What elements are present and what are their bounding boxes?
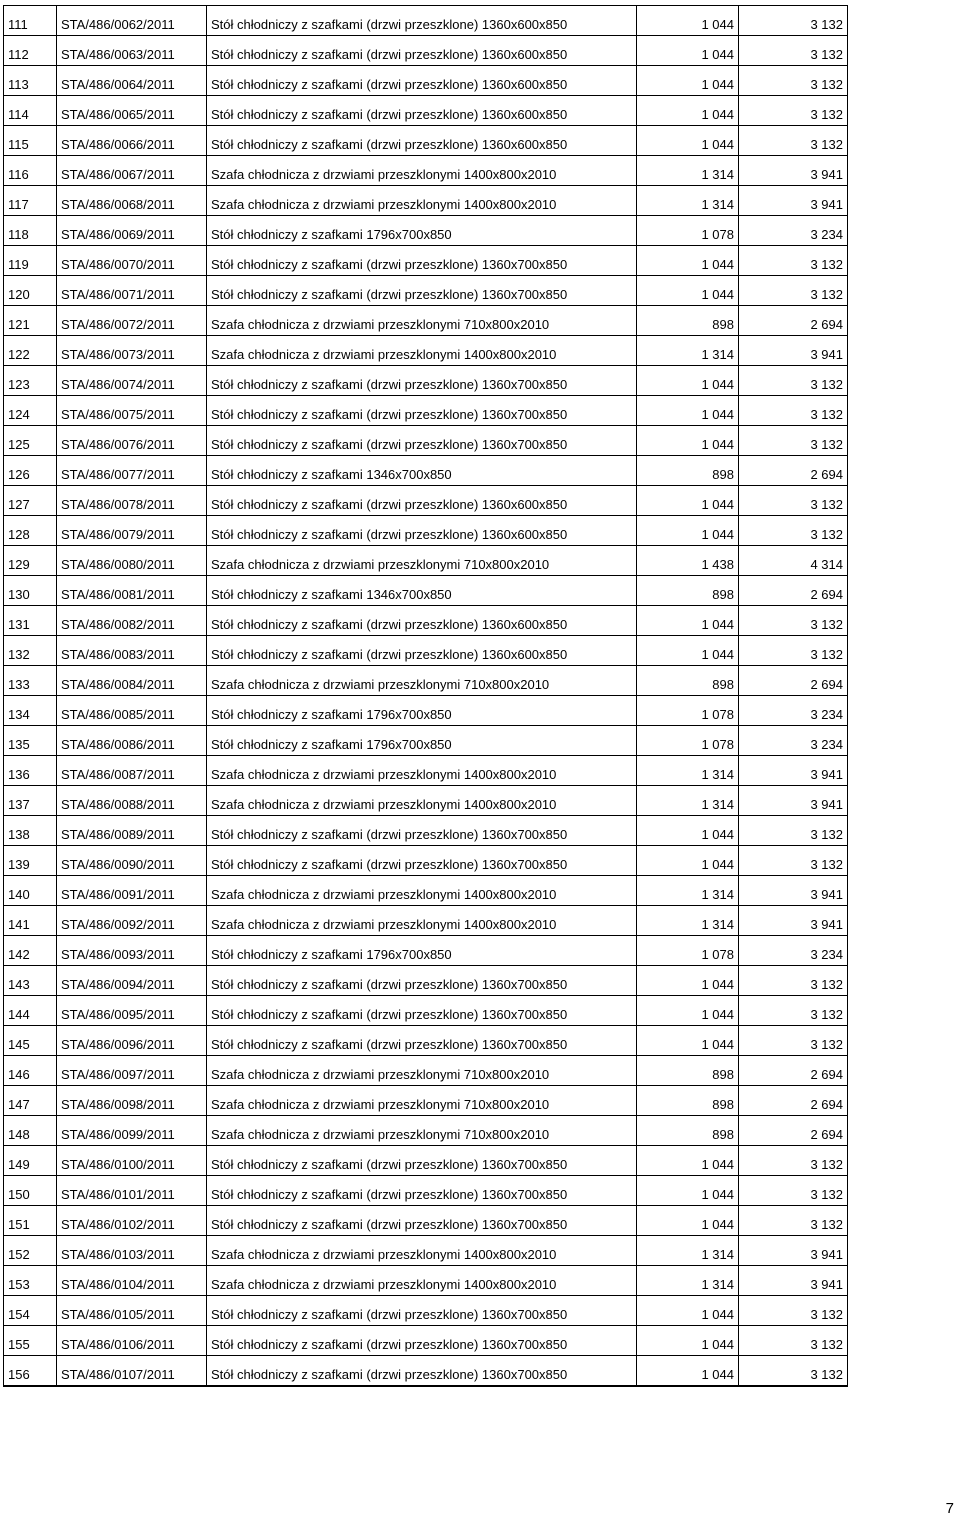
cell-lp: 111 [4,6,57,36]
table-row [4,846,848,876]
cell-item-name: Stół chłodniczy z szafkami 1796x700x850 [207,936,637,966]
cell-item-name: Stół chłodniczy z szafkami (drzwi przeszklone) 1360x600x850 [207,126,637,156]
cell-lp: 143 [4,966,57,996]
cell-amount-1: 1 044 [637,36,739,66]
cell-amount-2: 3 132 [739,816,848,846]
cell-amount-1: 1 314 [637,186,739,216]
cell-lp: 154 [4,1296,57,1326]
cell-amount-2: 3 132 [739,396,848,426]
cell-lp: 112 [4,36,57,66]
cell-inventory-number: STA/486/0064/2011 [57,66,207,96]
cell-item-name: Stół chłodniczy z szafkami (drzwi przeszklone) 1360x600x850 [207,96,637,126]
cell-lp: 148 [4,1116,57,1146]
cell-item-name: Szafa chłodnicza z drzwiami przeszklonymi 710x800x2010 [207,306,637,336]
cell-lp: 115 [4,126,57,156]
table-row [4,126,848,156]
cell-amount-1: 1 044 [637,996,739,1026]
cell-amount-2: 3 132 [739,486,848,516]
inventory-sheet [3,5,848,1387]
cell-amount-1: 1 044 [637,966,739,996]
cell-amount-1: 898 [637,1116,739,1146]
cell-amount-1: 1 044 [637,6,739,36]
table-row [4,696,848,726]
cell-amount-1: 1 314 [637,786,739,816]
cell-amount-2: 3 941 [739,336,848,366]
cell-item-name: Stół chłodniczy z szafkami (drzwi przeszklone) 1360x600x850 [207,516,637,546]
table-row [4,156,848,186]
cell-inventory-number: STA/486/0070/2011 [57,246,207,276]
cell-lp: 156 [4,1356,57,1386]
cell-amount-1: 898 [637,1056,739,1086]
cell-amount-1: 1 044 [637,486,739,516]
cell-lp: 131 [4,606,57,636]
cell-inventory-number: STA/486/0092/2011 [57,906,207,936]
cell-amount-2: 3 132 [739,36,848,66]
table-row [4,396,848,426]
cell-inventory-number: STA/486/0071/2011 [57,276,207,306]
cell-lp: 128 [4,516,57,546]
cell-amount-1: 1 044 [637,66,739,96]
cell-amount-2: 3 132 [739,1146,848,1176]
cell-inventory-number: STA/486/0086/2011 [57,726,207,756]
cell-lp: 152 [4,1236,57,1266]
cell-inventory-number: STA/486/0065/2011 [57,96,207,126]
cell-amount-2: 3 132 [739,636,848,666]
cell-amount-1: 1 044 [637,636,739,666]
cell-amount-1: 1 044 [637,366,739,396]
cell-item-name: Stół chłodniczy z szafkami (drzwi przeszklone) 1360x700x850 [207,966,637,996]
table-row [4,936,848,966]
cell-lp: 122 [4,336,57,366]
cell-item-name: Stół chłodniczy z szafkami (drzwi przeszklone) 1360x700x850 [207,1296,637,1326]
cell-lp: 141 [4,906,57,936]
cell-amount-2: 3 132 [739,96,848,126]
cell-inventory-number: STA/486/0090/2011 [57,846,207,876]
table-row [4,606,848,636]
table-row [4,426,848,456]
table-row [4,1326,848,1356]
cell-item-name: Stół chłodniczy z szafkami (drzwi przeszklone) 1360x600x850 [207,486,637,516]
cell-amount-1: 898 [637,306,739,336]
cell-amount-1: 1 314 [637,156,739,186]
cell-lp: 130 [4,576,57,606]
table-row [4,366,848,396]
cell-amount-2: 3 132 [739,516,848,546]
table-row [4,1026,848,1056]
cell-lp: 117 [4,186,57,216]
cell-amount-1: 1 044 [637,816,739,846]
table-row [4,726,848,756]
cell-lp: 129 [4,546,57,576]
cell-amount-1: 1 314 [637,1266,739,1296]
table-row [4,1296,848,1326]
cell-item-name: Stół chłodniczy z szafkami (drzwi przeszklone) 1360x600x850 [207,636,637,666]
table-row [4,486,848,516]
cell-amount-2: 3 132 [739,1326,848,1356]
cell-inventory-number: STA/486/0088/2011 [57,786,207,816]
cell-amount-2: 3 132 [739,426,848,456]
table-row [4,336,848,366]
cell-item-name: Stół chłodniczy z szafkami 1346x700x850 [207,456,637,486]
cell-amount-1: 1 044 [637,1356,739,1386]
cell-amount-1: 898 [637,666,739,696]
cell-amount-2: 3 132 [739,996,848,1026]
cell-inventory-number: STA/486/0083/2011 [57,636,207,666]
cell-item-name: Szafa chłodnicza z drzwiami przeszklonymi 1400x800x2010 [207,156,637,186]
table-row [4,576,848,606]
table-row [4,756,848,786]
cell-amount-1: 1 044 [637,1296,739,1326]
cell-amount-2: 3 941 [739,1236,848,1266]
cell-item-name: Stół chłodniczy z szafkami (drzwi przeszklone) 1360x700x850 [207,396,637,426]
cell-amount-1: 898 [637,576,739,606]
cell-amount-2: 3 132 [739,6,848,36]
cell-amount-1: 898 [637,1086,739,1116]
table-row [4,1236,848,1266]
cell-item-name: Stół chłodniczy z szafkami (drzwi przeszklone) 1360x700x850 [207,816,637,846]
cell-amount-2: 2 694 [739,1056,848,1086]
table-row [4,816,848,846]
cell-inventory-number: STA/486/0081/2011 [57,576,207,606]
cell-inventory-number: STA/486/0077/2011 [57,456,207,486]
cell-inventory-number: STA/486/0078/2011 [57,486,207,516]
cell-item-name: Szafa chłodnicza z drzwiami przeszklonymi 710x800x2010 [207,1116,637,1146]
cell-amount-2: 3 132 [739,846,848,876]
cell-inventory-number: STA/486/0093/2011 [57,936,207,966]
cell-inventory-number: STA/486/0075/2011 [57,396,207,426]
cell-inventory-number: STA/486/0073/2011 [57,336,207,366]
cell-amount-2: 2 694 [739,1086,848,1116]
cell-lp: 120 [4,276,57,306]
table-row [4,66,848,96]
cell-item-name: Stół chłodniczy z szafkami (drzwi przeszklone) 1360x700x850 [207,1356,637,1386]
cell-lp: 124 [4,396,57,426]
table-row [4,456,848,486]
cell-amount-1: 1 314 [637,336,739,366]
table-row [4,666,848,696]
cell-amount-2: 3 132 [739,366,848,396]
cell-lp: 114 [4,96,57,126]
cell-lp: 151 [4,1206,57,1236]
cell-lp: 144 [4,996,57,1026]
table-row [4,996,848,1026]
cell-amount-2: 3 132 [739,1206,848,1236]
cell-amount-2: 3 132 [739,1026,848,1056]
cell-lp: 126 [4,456,57,486]
cell-lp: 137 [4,786,57,816]
table-row [4,276,848,306]
cell-amount-2: 3 132 [739,66,848,96]
table-row [4,306,848,336]
cell-lp: 127 [4,486,57,516]
cell-lp: 134 [4,696,57,726]
cell-inventory-number: STA/486/0082/2011 [57,606,207,636]
cell-inventory-number: STA/486/0080/2011 [57,546,207,576]
cell-lp: 155 [4,1326,57,1356]
cell-amount-2: 2 694 [739,1116,848,1146]
cell-amount-1: 1 314 [637,756,739,786]
cell-inventory-number: STA/486/0062/2011 [57,6,207,36]
cell-amount-1: 1 044 [637,516,739,546]
cell-item-name: Szafa chłodnicza z drzwiami przeszklonymi 1400x800x2010 [207,876,637,906]
cell-inventory-number: STA/486/0068/2011 [57,186,207,216]
cell-amount-2: 3 941 [739,876,848,906]
cell-item-name: Stół chłodniczy z szafkami (drzwi przeszklone) 1360x700x850 [207,1326,637,1356]
cell-lp: 133 [4,666,57,696]
cell-amount-1: 1 044 [637,1146,739,1176]
table-row [4,516,848,546]
cell-inventory-number: STA/486/0102/2011 [57,1206,207,1236]
table-row [4,96,848,126]
cell-amount-2: 3 941 [739,186,848,216]
cell-lp: 146 [4,1056,57,1086]
table-row [4,246,848,276]
cell-item-name: Stół chłodniczy z szafkami (drzwi przeszklone) 1360x600x850 [207,36,637,66]
table-row [4,786,848,816]
table-row [4,876,848,906]
cell-item-name: Stół chłodniczy z szafkami (drzwi przeszklone) 1360x700x850 [207,366,637,396]
cell-item-name: Stół chłodniczy z szafkami (drzwi przeszklone) 1360x700x850 [207,276,637,306]
cell-amount-2: 3 941 [739,756,848,786]
cell-lp: 153 [4,1266,57,1296]
cell-inventory-number: STA/486/0067/2011 [57,156,207,186]
cell-lp: 118 [4,216,57,246]
cell-inventory-number: STA/486/0076/2011 [57,426,207,456]
cell-inventory-number: STA/486/0091/2011 [57,876,207,906]
table-row [4,546,848,576]
table-row [4,1146,848,1176]
cell-amount-2: 2 694 [739,306,848,336]
cell-item-name: Stół chłodniczy z szafkami (drzwi przeszklone) 1360x700x850 [207,1026,637,1056]
cell-item-name: Szafa chłodnicza z drzwiami przeszklonymi 1400x800x2010 [207,1266,637,1296]
table-row [4,36,848,66]
table-row [4,636,848,666]
cell-lp: 132 [4,636,57,666]
cell-inventory-number: STA/486/0103/2011 [57,1236,207,1266]
cell-amount-1: 898 [637,456,739,486]
cell-inventory-number: STA/486/0105/2011 [57,1296,207,1326]
cell-lp: 142 [4,936,57,966]
cell-amount-1: 1 044 [637,1326,739,1356]
cell-inventory-number: STA/486/0096/2011 [57,1026,207,1056]
cell-lp: 135 [4,726,57,756]
table-row [4,1206,848,1236]
cell-inventory-number: STA/486/0066/2011 [57,126,207,156]
cell-amount-1: 1 314 [637,906,739,936]
cell-amount-2: 2 694 [739,576,848,606]
table-row [4,1116,848,1146]
cell-inventory-number: STA/486/0087/2011 [57,756,207,786]
cell-lp: 145 [4,1026,57,1056]
cell-amount-1: 1 044 [637,1176,739,1206]
cell-item-name: Szafa chłodnicza z drzwiami przeszklonymi 710x800x2010 [207,1086,637,1116]
cell-inventory-number: STA/486/0072/2011 [57,306,207,336]
cell-amount-2: 4 314 [739,546,848,576]
cell-amount-1: 1 078 [637,936,739,966]
inventory-table-body [4,6,848,1386]
cell-amount-1: 1 044 [637,606,739,636]
cell-item-name: Stół chłodniczy z szafkami (drzwi przeszklone) 1360x700x850 [207,1146,637,1176]
cell-lp: 147 [4,1086,57,1116]
cell-lp: 116 [4,156,57,186]
cell-item-name: Stół chłodniczy z szafkami (drzwi przeszklone) 1360x700x850 [207,1176,637,1206]
cell-amount-2: 3 234 [739,216,848,246]
cell-amount-1: 1 078 [637,696,739,726]
cell-amount-1: 1 044 [637,426,739,456]
cell-item-name: Szafa chłodnicza z drzwiami przeszklonymi 710x800x2010 [207,1056,637,1086]
cell-inventory-number: STA/486/0095/2011 [57,996,207,1026]
cell-item-name: Stół chłodniczy z szafkami (drzwi przeszklone) 1360x700x850 [207,426,637,456]
cell-amount-2: 3 132 [739,1296,848,1326]
cell-inventory-number: STA/486/0084/2011 [57,666,207,696]
cell-item-name: Szafa chłodnicza z drzwiami przeszklonymi 1400x800x2010 [207,186,637,216]
cell-inventory-number: STA/486/0089/2011 [57,816,207,846]
cell-inventory-number: STA/486/0079/2011 [57,516,207,546]
cell-lp: 113 [4,66,57,96]
cell-amount-1: 1 044 [637,1206,739,1236]
table-row [4,1356,848,1386]
cell-inventory-number: STA/486/0104/2011 [57,1266,207,1296]
cell-lp: 121 [4,306,57,336]
cell-inventory-number: STA/486/0063/2011 [57,36,207,66]
table-row [4,1266,848,1296]
cell-amount-1: 1 044 [637,276,739,306]
cell-inventory-number: STA/486/0100/2011 [57,1146,207,1176]
cell-lp: 150 [4,1176,57,1206]
cell-item-name: Szafa chłodnicza z drzwiami przeszklonymi 710x800x2010 [207,546,637,576]
cell-item-name: Szafa chłodnicza z drzwiami przeszklonymi 1400x800x2010 [207,1236,637,1266]
cell-item-name: Stół chłodniczy z szafkami (drzwi przeszklone) 1360x700x850 [207,996,637,1026]
cell-item-name: Stół chłodniczy z szafkami (drzwi przeszklone) 1360x700x850 [207,1206,637,1236]
cell-item-name: Szafa chłodnicza z drzwiami przeszklonymi 1400x800x2010 [207,756,637,786]
cell-amount-1: 1 044 [637,126,739,156]
cell-item-name: Szafa chłodnicza z drzwiami przeszklonymi 1400x800x2010 [207,786,637,816]
cell-item-name: Stół chłodniczy z szafkami 1796x700x850 [207,696,637,726]
cell-lp: 140 [4,876,57,906]
cell-amount-1: 1 314 [637,1236,739,1266]
table-row [4,6,848,36]
cell-lp: 149 [4,1146,57,1176]
cell-inventory-number: STA/486/0106/2011 [57,1326,207,1356]
cell-amount-1: 1 044 [637,246,739,276]
cell-lp: 139 [4,846,57,876]
cell-amount-2: 2 694 [739,456,848,486]
cell-amount-2: 3 132 [739,276,848,306]
cell-amount-1: 1 044 [637,96,739,126]
cell-amount-2: 3 234 [739,696,848,726]
cell-item-name: Szafa chłodnicza z drzwiami przeszklonymi 1400x800x2010 [207,336,637,366]
cell-lp: 119 [4,246,57,276]
cell-inventory-number: STA/486/0069/2011 [57,216,207,246]
cell-item-name: Stół chłodniczy z szafkami (drzwi przeszklone) 1360x600x850 [207,606,637,636]
cell-item-name: Stół chłodniczy z szafkami (drzwi przeszklone) 1360x700x850 [207,846,637,876]
cell-amount-1: 1 078 [637,216,739,246]
cell-amount-1: 1 078 [637,726,739,756]
cell-amount-2: 3 941 [739,156,848,186]
cell-amount-2: 3 132 [739,1356,848,1386]
cell-amount-2: 3 234 [739,936,848,966]
cell-amount-2: 3 941 [739,1266,848,1296]
page-number: 7 [945,1500,954,1517]
table-row [4,1086,848,1116]
cell-amount-2: 3 132 [739,1176,848,1206]
cell-amount-2: 3 132 [739,606,848,636]
cell-item-name: Stół chłodniczy z szafkami (drzwi przeszklone) 1360x600x850 [207,6,637,36]
table-row [4,1176,848,1206]
cell-amount-1: 1 314 [637,876,739,906]
cell-inventory-number: STA/486/0099/2011 [57,1116,207,1146]
cell-inventory-number: STA/486/0107/2011 [57,1356,207,1386]
cell-inventory-number: STA/486/0085/2011 [57,696,207,726]
cell-amount-1: 1 438 [637,546,739,576]
cell-amount-1: 1 044 [637,846,739,876]
cell-item-name: Stół chłodniczy z szafkami 1796x700x850 [207,216,637,246]
cell-lp: 136 [4,756,57,786]
cell-item-name: Stół chłodniczy z szafkami 1346x700x850 [207,576,637,606]
table-row [4,1056,848,1086]
table-row [4,966,848,996]
cell-lp: 125 [4,426,57,456]
table-row [4,216,848,246]
cell-amount-2: 3 941 [739,786,848,816]
cell-inventory-number: STA/486/0101/2011 [57,1176,207,1206]
cell-amount-2: 3 132 [739,126,848,156]
cell-amount-2: 3 132 [739,966,848,996]
cell-inventory-number: STA/486/0074/2011 [57,366,207,396]
cell-inventory-number: STA/486/0098/2011 [57,1086,207,1116]
cell-amount-2: 3 941 [739,906,848,936]
cell-amount-2: 3 234 [739,726,848,756]
cell-lp: 138 [4,816,57,846]
table-row [4,906,848,936]
cell-item-name: Stół chłodniczy z szafkami (drzwi przeszklone) 1360x700x850 [207,246,637,276]
table-row [4,186,848,216]
cell-lp: 123 [4,366,57,396]
cell-amount-1: 1 044 [637,396,739,426]
cell-amount-1: 1 044 [637,1026,739,1056]
cell-inventory-number: STA/486/0094/2011 [57,966,207,996]
cell-item-name: Szafa chłodnicza z drzwiami przeszklonymi 710x800x2010 [207,666,637,696]
inventory-table [3,5,848,1387]
cell-inventory-number: STA/486/0097/2011 [57,1056,207,1086]
cell-item-name: Szafa chłodnicza z drzwiami przeszklonymi 1400x800x2010 [207,906,637,936]
cell-amount-2: 2 694 [739,666,848,696]
cell-item-name: Stół chłodniczy z szafkami 1796x700x850 [207,726,637,756]
cell-amount-2: 3 132 [739,246,848,276]
cell-item-name: Stół chłodniczy z szafkami (drzwi przeszklone) 1360x600x850 [207,66,637,96]
